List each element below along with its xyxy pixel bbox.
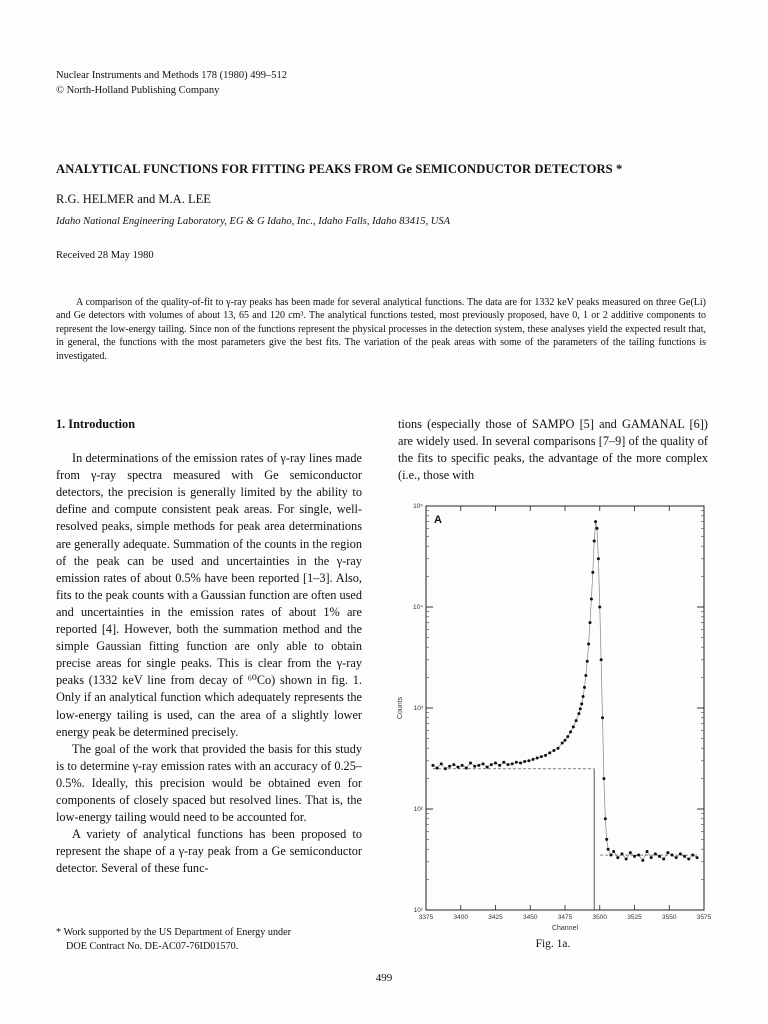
data-point [591,571,594,574]
data-point [662,857,665,860]
plot-frame [426,506,704,910]
data-point [595,527,598,530]
data-point [580,702,583,705]
data-point [584,674,587,677]
data-point [604,817,607,820]
data-point [515,761,518,764]
paper-title: ANALYTICAL FUNCTIONS FOR FITTING PEAKS FROM Ge SEMICONDUCTOR DETECTORS * [56,162,623,176]
data-point [654,852,657,855]
x-tick-label: 3450 [523,914,538,921]
footnote [56,926,366,953]
data-point [687,857,690,860]
x-tick-label: 3500 [592,914,607,921]
data-point [601,716,604,719]
data-point [444,767,447,770]
footnote-line-1: * Work supported by the US Department of Energy under [56,927,292,938]
author-affiliation: Idaho National Engineering Laboratory, EG & G Idaho, Inc., Idaho Falls, Idaho 83415, USA [56,216,451,227]
y-tick-label: 10² [413,806,423,813]
data-point [602,777,605,780]
panel-label: A [434,514,442,526]
data-point [666,851,669,854]
figure-caption: Fig. 1a. [535,938,571,950]
data-point [540,755,543,758]
data-point [598,606,601,609]
intro-paragraph-2: The goal of the work that provided the basis for this study is to determine γ-ray emission rates with an accuracy of 0.25–0.5%. Ideally, this precision would be obtained even for components of closely spaced but resolved lines. That is, the low-energy tailing would need to be accounted for. [56,741,362,825]
x-tick-label: 3475 [557,914,573,921]
data-point [600,658,603,661]
data-point [607,848,610,851]
received-date: Received 28 May 1980 [56,250,154,261]
data-point [641,859,644,862]
x-axis-label: Channel [551,925,579,932]
intro-paragraph-1: In determinations of the emission rates of γ-ray lines made from γ-ray spectra measured with Ge semiconductor detectors, the precision is generally limited by the ability to define and compute consistent peak areas. For single, well-resolved peaks, simple methods for peak area determinations are generally adequate. Summation of the counts in the region of the peak can be used and uncertainties in the γ-ray emission rates of about 0.5% have been reported [1–3]. Also, fits to the peak counts with a Gaussian function are often used and uncertainties in the emission rates of about 1% are reported [4]. However, both the summation method and the simple Gaussian fitting function are only able to obtain precise areas for single peaks. This is clear from the γ-ray peaks (1332 keV line from decay of ⁶⁰Co) shown in fig. 1. Only if an analytical function which adequately represents the low-energy tailing is used, can the area of a slightly lower energy peak be determined precisely. [56,451,362,739]
left-column [56,416,362,877]
data-point [572,725,575,728]
data-point [650,856,653,859]
data-point [548,751,551,754]
data-point [569,730,572,733]
data-point [609,854,612,857]
y-axis-label: Counts [397,696,404,720]
data-point [616,856,619,859]
x-tick-label: 3425 [488,914,503,921]
data-point [620,852,623,855]
data-point [511,762,514,765]
data-point [502,761,505,764]
data-point [612,850,615,853]
x-tick-label: 3375 [418,914,434,921]
data-point [440,762,443,765]
data-point [536,756,539,759]
section-heading: 1. Introduction [56,417,136,431]
data-point [675,856,678,859]
data-point [575,719,578,722]
data-point [691,854,694,857]
data-point [646,850,649,853]
data-point [590,598,593,601]
data-point [566,735,569,738]
data-point [587,643,590,646]
data-point [498,764,501,767]
data-point [577,712,580,715]
data-point [586,660,589,663]
data-point [544,754,547,757]
data-point [679,852,682,855]
page-number: 499 [375,972,393,984]
intro-paragraph-3: A variety of analytical functions has been proposed to represent the shape of a γ-ray peak from a Ge semiconductor detector. Several of these func- [56,827,362,876]
data-point [579,707,582,710]
data-point [637,854,640,857]
data-point [481,762,484,765]
journal-header [56,68,287,98]
data-point [473,765,476,768]
fit-curve [433,522,697,861]
data-point [671,854,674,857]
data-point [683,855,686,858]
data-point [486,766,489,769]
x-tick-label: 3575 [696,914,712,921]
data-point [532,758,535,761]
right-column-paragraph: tions (especially those of SAMPO [5] and GAMANAL [6]) are widely used. In several comparisons [7–9] of the quality of the fits to specific peaks, the advantage of the more complex (i.e., those with [398,417,708,483]
y-tick-label: 10³ [413,705,423,712]
figure-1a-chart [392,496,712,934]
paper-authors: R.G. HELMER and M.A. LEE [56,192,211,206]
data-point [461,764,464,767]
data-point [583,686,586,689]
x-tick-label: 3400 [453,914,468,921]
data-point [469,762,472,765]
y-tick-label: 10¹ [413,907,423,914]
data-point [436,766,439,769]
x-tick-label: 3550 [662,914,677,921]
data-point [527,759,530,762]
data-point [465,766,468,769]
publisher-line: © North-Holland Publishing Company [56,85,220,96]
data-point [552,749,555,752]
y-tick-label: 10⁴ [412,604,423,611]
y-tick-label: 10⁵ [413,503,423,510]
data-point [561,742,564,745]
abstract: A comparison of the quality-of-fit to γ-ray peaks has been made for several analytical functions. The data are for 1332 keV peaks measured on three Ge(Li) and Ge detectors with volumes of about 13, 65 and 120 cm³. The analytical functions tested, most previously proposed, have 0, 1 or 2 additive components to represent the low-energy tailing. Since non of the functions represent the physical processes in the detection system, these analyses yield the expected result that, in general, the functions with the most parameters give the best fits. The variation of the peak areas with some of the parameters of the tailing functions is investigated. [56,297,706,362]
right-column [398,416,708,484]
data-point [494,762,497,765]
data-point [582,695,585,698]
data-point [507,763,510,766]
data-point [597,557,600,560]
x-tick-label: 3525 [627,914,642,921]
data-point [523,760,526,763]
data-point [589,621,592,624]
journal-citation: Nuclear Instruments and Methods 178 (1980) 499–512 [56,70,287,81]
data-point [452,763,455,766]
data-point [431,764,434,767]
footnote-line-2: DOE Contract No. DE-AC07-76ID01570. [66,940,239,952]
data-point [564,739,567,742]
data-point [696,856,699,859]
data-point [633,855,636,858]
data-point [448,765,451,768]
data-point [557,747,560,750]
data-point [594,520,597,523]
data-point [593,540,596,543]
data-point [629,851,632,854]
data-point [519,762,522,765]
data-point [658,855,661,858]
data-point [605,838,608,841]
data-point [456,766,459,769]
data-point [625,857,628,860]
data-point [490,763,493,766]
data-point [477,764,480,767]
